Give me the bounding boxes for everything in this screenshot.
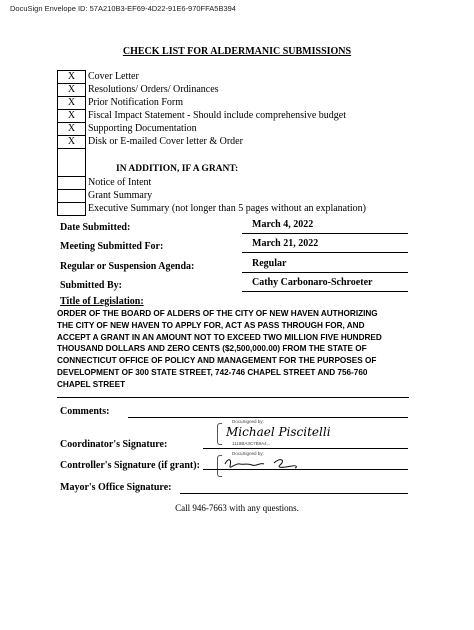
date-submitted-line — [242, 233, 408, 234]
checklist-item — [57, 109, 437, 122]
checklist-item — [57, 96, 437, 109]
controller-line — [203, 469, 408, 470]
date-submitted-label: Date Submitted: — [60, 222, 131, 233]
grant-item-label: Notice of Intent — [88, 177, 152, 188]
checkbox: X — [57, 122, 86, 136]
submitted-by-line — [242, 291, 408, 292]
comments-line — [128, 417, 408, 418]
mayor-signature-label: Mayor's Office Signature: — [60, 482, 172, 493]
checklist-item-label: Fiscal Impact Statement - Should include comprehensive budget — [88, 110, 346, 121]
date-submitted-value: March 4, 2022 — [252, 219, 314, 230]
checklist-item — [57, 122, 437, 135]
checkbox-spacer — [57, 148, 86, 177]
comments-label: Comments: — [60, 406, 110, 417]
grant-item — [57, 176, 437, 189]
coordinator-line — [203, 448, 408, 449]
controller-signature-label: Controller's Signature (if grant): — [60, 460, 200, 471]
docusign-bracket — [217, 423, 222, 445]
checkbox: X — [57, 109, 86, 123]
coordinator-signature-id: 1118BA3C7B9A4... — [232, 441, 271, 446]
checklist-item-label: Resolutions/ Orders/ Ordinances — [88, 84, 219, 95]
checklist-item-label: Cover Letter — [88, 71, 139, 82]
meeting-submitted-line — [242, 252, 408, 253]
submitted-by-value: Cathy Carbonaro-Schroeter — [252, 277, 373, 288]
coordinator-signature: Michael Piscitelli — [226, 425, 331, 439]
mayor-line — [180, 493, 408, 494]
submitted-by-label: Submitted By: — [60, 280, 122, 291]
coordinator-docusigned-tag: DocuSigned by: — [232, 419, 264, 424]
checklist-item-label: Supporting Documentation — [88, 123, 197, 134]
checkbox — [57, 202, 86, 216]
title-of-legislation-label: Title of Legislation: — [60, 296, 144, 307]
separator-line — [57, 397, 409, 398]
checklist-item — [57, 135, 437, 148]
footer-note: Call 946-7663 with any questions. — [175, 503, 299, 513]
controller-signature-scribble — [222, 455, 302, 473]
envelope-id: DocuSign Envelope ID: 57A210B3-EF69-4D22-91E6-970FFA5B394 — [10, 4, 236, 13]
checklist-item — [57, 70, 437, 83]
grant-item — [57, 189, 437, 202]
checkbox: X — [57, 83, 86, 97]
checkbox — [57, 176, 86, 190]
grant-item — [57, 202, 437, 215]
checklist-item — [57, 83, 437, 96]
agenda-label: Regular or Suspension Agenda: — [60, 261, 195, 272]
checkbox: X — [57, 135, 86, 149]
agenda-line — [242, 272, 408, 273]
checklist-item-label: Prior Notification Form — [88, 97, 183, 108]
checkbox: X — [57, 70, 86, 84]
legislation-text: ORDER OF THE BOARD OF ALDERS OF THE CITY OF NEW HAVEN AUTHORIZING THE CITY OF NEW HAVEN TO APPLY FOR, ACT AS PASS THROUGH FOR, AND ACCEPT A GRANT IN AN AMOUNT NOT TO EXCEED TWO MILLION FIVE HUNDRED THOUSAND DOLLARS AND ZERO CENTS ($2,500,000.00) FROM THE STATE OF CONNECTICUT OFFICE OF POLICY AND MANAGEMENT FOR THE PURPOSES OF DEVELOPMENT OF 300 STATE STREET, 742-746 CHAPEL STREET AND 756-760 CHAPEL STREET — [57, 309, 382, 389]
coordinator-signature-label: Coordinator's Signature: — [60, 439, 168, 450]
meeting-submitted-label: Meeting Submitted For: — [60, 241, 164, 252]
grant-item-label: Executive Summary (not longer than 5 pages without an explanation) — [88, 203, 366, 214]
grant-heading: IN ADDITION, IF A GRANT: — [116, 164, 239, 174]
controller-docusigned-tag: DocuSigned by: — [232, 451, 264, 456]
grant-item-label: Grant Summary — [88, 190, 153, 201]
checkbox: X — [57, 96, 86, 110]
agenda-value: Regular — [252, 258, 287, 269]
page-title: CHECK LIST FOR ALDERMANIC SUBMISSIONS — [122, 46, 352, 57]
checkbox — [57, 189, 86, 203]
meeting-submitted-value: March 21, 2022 — [252, 238, 319, 249]
checklist-item-label: Disk or E-mailed Cover letter & Order — [88, 136, 243, 147]
